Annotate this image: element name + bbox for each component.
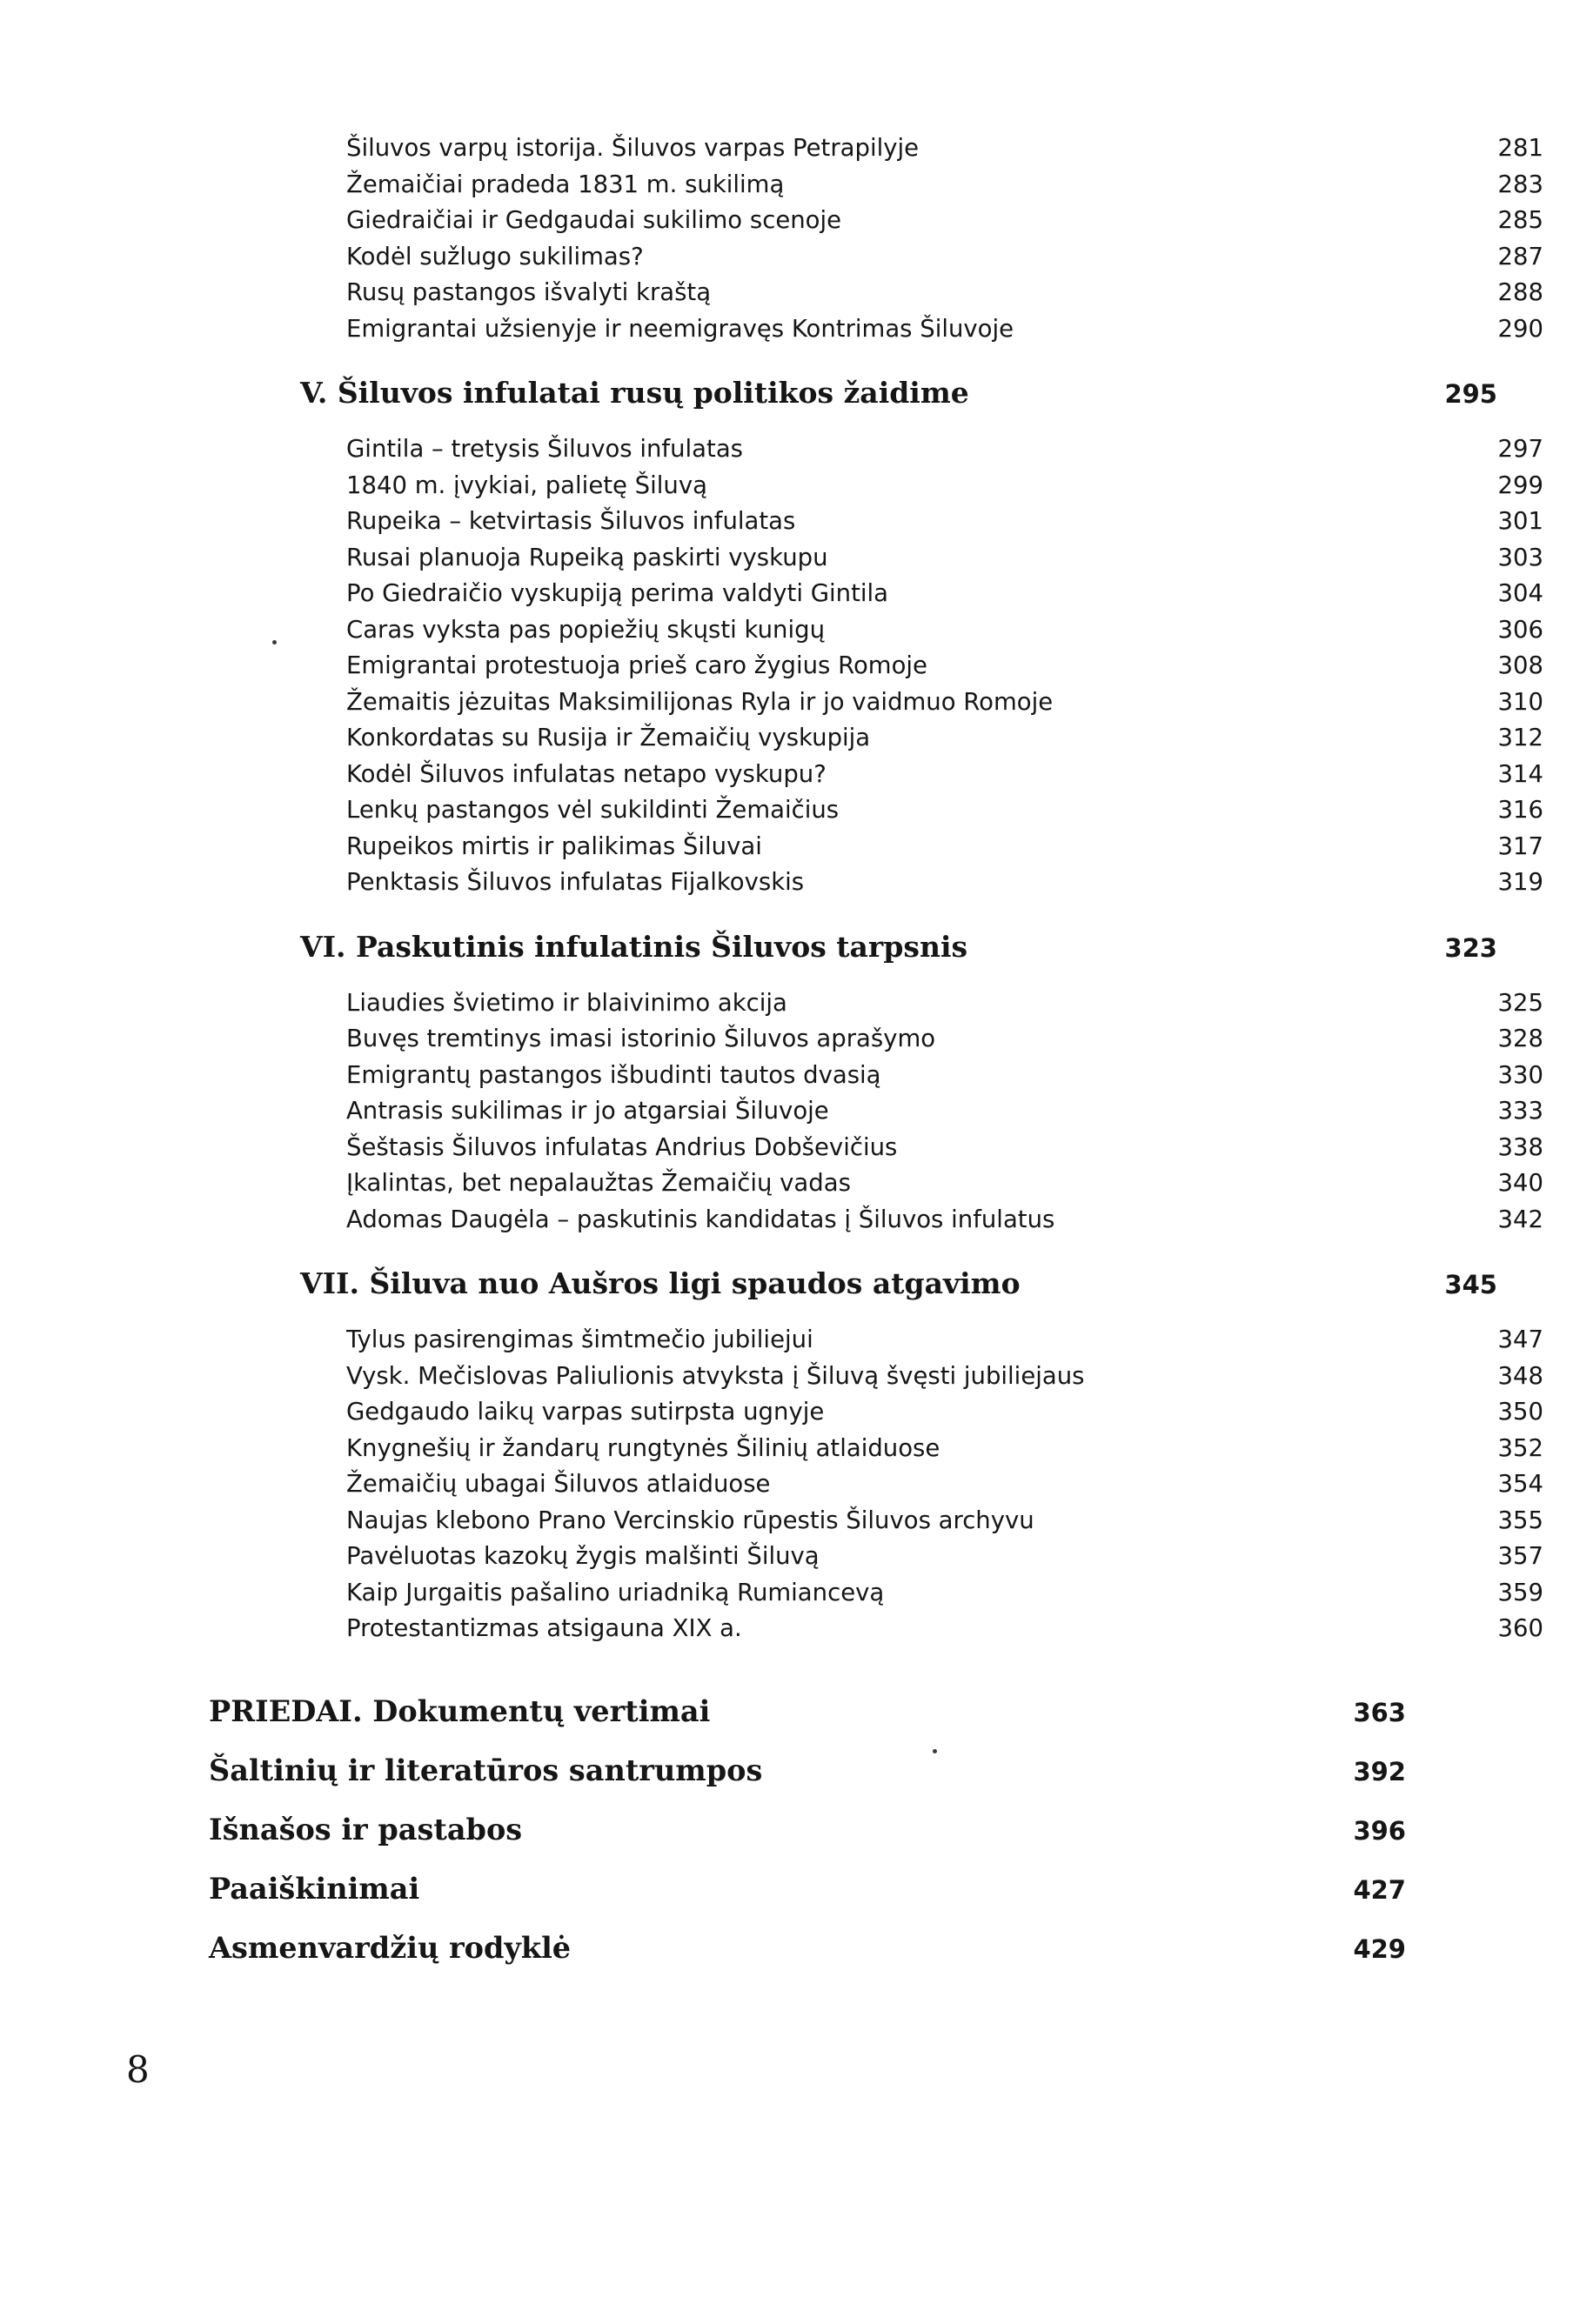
toc-entry-page: 287 — [1497, 242, 1543, 270]
toc-entry[interactable] — [209, 1466, 1543, 1503]
toc-entry-page: 297 — [1497, 435, 1543, 463]
toc-entry[interactable] — [209, 612, 1543, 649]
toc-section-title: VII. Šiluva nuo Aušros ligi spaudos atgavimo — [300, 1266, 1021, 1300]
toc-entry-page: 328 — [1497, 1025, 1543, 1052]
toc-entry-page: 319 — [1497, 868, 1543, 896]
toc-entry-page: 357 — [1497, 1542, 1543, 1570]
toc-backmatter-entry[interactable] — [209, 1929, 1406, 1968]
toc-entry[interactable] — [209, 829, 1543, 865]
toc-entry-page: 352 — [1497, 1433, 1543, 1462]
toc-backmatter-label: Paaiškinimai — [209, 1871, 420, 1906]
toc-entry-page: 281 — [1497, 134, 1543, 162]
toc-entry[interactable] — [209, 1322, 1543, 1359]
toc-entry[interactable] — [209, 648, 1543, 685]
toc-entry-label: Žemaičių ubagai Šiluvos atlaiduose — [346, 1470, 771, 1498]
toc-backmatter-entry[interactable] — [209, 1811, 1406, 1850]
toc-section — [209, 374, 1543, 901]
toc-section-heading[interactable] — [209, 1265, 1497, 1304]
toc-section — [209, 928, 1543, 1239]
toc-entry-label: Žemaitis jėzuitas Maksimilijonas Ryla ir jo vaidmuo Romoje — [346, 687, 1054, 716]
toc-entry-page: 355 — [1497, 1506, 1543, 1534]
toc-entry-page: 354 — [1497, 1470, 1543, 1498]
toc-backmatter-label: Asmenvardžių rodyklė — [209, 1930, 572, 1965]
toc-entry-label: Lenkų pastangos vėl sukildinti Žemaičius — [346, 796, 840, 824]
print-speck-left — [272, 640, 277, 644]
toc-backmatter-label: PRIEDAI. Dokumentų vertimai — [209, 1693, 711, 1728]
toc-entry[interactable] — [209, 1093, 1543, 1130]
toc-entry-page: 312 — [1497, 724, 1543, 751]
toc-entry-page: 304 — [1497, 579, 1543, 607]
toc-entry-page: 342 — [1497, 1205, 1543, 1233]
toc-entry[interactable] — [209, 431, 1543, 468]
toc-entry-label: Rusai planuoja Rupeiką paskirti vyskupu — [346, 543, 828, 571]
toc-entry-page: 303 — [1497, 543, 1543, 571]
toc-entry-label: 1840 m. įvykiai, palietę Šiluvą — [346, 471, 707, 499]
toc-entry[interactable] — [209, 203, 1543, 239]
toc-backmatter-label: Išnašos ir pastabos — [209, 1812, 523, 1847]
toc-entry-label: Naujas klebono Prano Vercinskio rūpestis Šiluvos archyvu — [346, 1506, 1034, 1534]
toc-entry[interactable] — [209, 1611, 1543, 1647]
toc-entry[interactable] — [209, 1021, 1543, 1058]
toc-entry-page: 347 — [1497, 1326, 1543, 1353]
toc-entry-page: 306 — [1497, 615, 1543, 644]
toc-backmatter-entry[interactable] — [209, 1870, 1406, 1909]
toc-entry-page: 340 — [1497, 1169, 1543, 1197]
toc-backmatter-entry[interactable] — [209, 1752, 1406, 1791]
toc-entry-label: Emigrantai protestuoja prieš caro žygius Romoje — [346, 651, 927, 679]
toc-entry-page: 285 — [1497, 206, 1543, 234]
toc-entry[interactable] — [209, 239, 1543, 276]
toc-entry[interactable] — [209, 1058, 1543, 1094]
toc-backmatter-entry[interactable] — [209, 1693, 1406, 1732]
toc-entry-page: 283 — [1497, 170, 1543, 198]
toc-entry[interactable] — [209, 504, 1543, 540]
toc-entry-label: Antrasis sukilimas ir jo atgarsiai Šiluvoje — [346, 1097, 829, 1125]
toc-entry-label: Tylus pasirengimas šimtmečio jubiliejui — [346, 1326, 813, 1353]
table-of-contents — [209, 130, 1543, 1968]
toc-entry[interactable] — [209, 792, 1543, 829]
toc-entry[interactable] — [209, 468, 1543, 504]
toc-entry-label: Gintila – tretysis Šiluvos infulatas — [346, 435, 743, 463]
toc-entry[interactable] — [209, 685, 1543, 721]
toc-entry-page: 301 — [1497, 507, 1543, 535]
print-speck-right — [933, 1749, 937, 1753]
toc-entry-label: Įkalintas, bet nepalaužtas Žemaičių vadas — [346, 1169, 851, 1197]
toc-section-page: 323 — [1444, 932, 1497, 963]
toc-entry-label: Penktasis Šiluvos infulatas Fijalkovskis — [346, 868, 805, 896]
toc-entry-label: Adomas Daugėla – paskutinis kandidatas į Šiluvos infulatus — [346, 1205, 1055, 1233]
toc-entry[interactable] — [209, 1431, 1543, 1467]
toc-backmatter-page: 429 — [1353, 1933, 1406, 1964]
toc-entry[interactable] — [209, 865, 1543, 901]
toc-entry-page: 359 — [1497, 1578, 1543, 1606]
toc-entry-label: Emigrantų pastangos išbudinti tautos dvasią — [346, 1060, 881, 1089]
toc-entry[interactable] — [209, 1539, 1543, 1575]
toc-entry-label: Pavėluotas kazokų žygis malšinti Šiluvą — [346, 1542, 820, 1570]
toc-entry[interactable] — [209, 540, 1543, 577]
toc-entry[interactable] — [209, 757, 1543, 793]
toc-entry-page: 350 — [1497, 1398, 1543, 1426]
toc-entry[interactable] — [209, 576, 1543, 612]
toc-entry-label: Konkordatas su Rusija ir Žemaičių vyskupija — [346, 724, 871, 751]
toc-backmatter-page: 427 — [1353, 1874, 1406, 1905]
toc-backmatter-page: 363 — [1353, 1697, 1406, 1727]
toc-entry-page: 316 — [1497, 796, 1543, 824]
toc-entry-group-continued — [209, 130, 1543, 347]
toc-entry-page: 338 — [1497, 1132, 1543, 1161]
toc-section — [209, 1265, 1543, 1647]
toc-entry-label: Liaudies švietimo ir blaivinimo akcija — [346, 988, 787, 1017]
toc-entry[interactable] — [209, 1130, 1543, 1166]
toc-entry-label: Šeštasis Šiluvos infulatas Andrius Dobševičius — [346, 1132, 898, 1161]
toc-entry-page: 288 — [1497, 278, 1543, 306]
toc-entry-label: Rupeikos mirtis ir palikimas Šiluvai — [346, 831, 762, 860]
toc-entry[interactable] — [209, 1359, 1543, 1395]
toc-entry-label: Vysk. Mečislovas Paliulionis atvyksta į Šiluvą švęsti jubiliejaus — [346, 1361, 1085, 1390]
toc-entry-label: Protestantizmas atsigauna XIX a. — [346, 1614, 742, 1642]
toc-entry-page: 325 — [1497, 988, 1543, 1017]
toc-entry-label: Knygnešių ir žandarų rungtynės Šilinių atlaiduose — [346, 1433, 940, 1462]
toc-entry[interactable] — [209, 167, 1543, 204]
toc-section-page: 345 — [1444, 1270, 1497, 1299]
toc-entry-label: Gedgaudo laikų varpas sutirpsta ugnyje — [346, 1398, 825, 1426]
toc-entry[interactable] — [209, 275, 1543, 311]
toc-section-group — [209, 374, 1543, 1647]
toc-entry-page: 299 — [1497, 471, 1543, 499]
toc-entry[interactable] — [209, 1165, 1543, 1202]
toc-entry[interactable] — [209, 130, 1543, 167]
toc-section-heading[interactable] — [209, 374, 1497, 413]
toc-entry-page: 333 — [1497, 1097, 1543, 1125]
toc-entry-label: Giedraičiai ir Gedgaudai sukilimo scenoje — [346, 206, 842, 234]
page-number-footer: 8 — [126, 2048, 150, 2091]
toc-entry[interactable] — [209, 985, 1543, 1022]
toc-entry[interactable] — [209, 311, 1543, 348]
toc-entry-label: Buvęs tremtinys imasi istorinio Šiluvos aprašymo — [346, 1025, 936, 1052]
toc-entry[interactable] — [209, 1394, 1543, 1431]
toc-entry-label: Rusų pastangos išvalyti kraštą — [346, 278, 712, 306]
toc-entry-label: Kaip Jurgaitis pašalino uriadniką Rumiancevą — [346, 1578, 885, 1606]
toc-back-matter-group — [209, 1693, 1406, 1968]
toc-backmatter-page: 392 — [1353, 1756, 1406, 1786]
toc-entry-page: 290 — [1497, 314, 1543, 343]
toc-entry-page: 330 — [1497, 1060, 1543, 1089]
toc-section-heading[interactable] — [209, 928, 1497, 967]
toc-entry-label: Žemaičiai pradeda 1831 m. sukilimą — [346, 170, 785, 198]
toc-entry-page: 317 — [1497, 831, 1543, 860]
toc-entry-label: Kodėl Šiluvos infulatas netapo vyskupu? — [346, 759, 827, 788]
toc-entry-page: 360 — [1497, 1614, 1543, 1642]
toc-entry-label: Po Giedraičio vyskupiją perima valdyti Gintila — [346, 579, 888, 607]
toc-entry[interactable] — [209, 1575, 1543, 1612]
toc-backmatter-label: Šaltinių ir literatūros santrumpos — [209, 1753, 763, 1787]
toc-entry-label: Emigrantai užsienyje ir neemigravęs Kontrimas Šiluvoje — [346, 314, 1014, 343]
toc-entry-label: Šiluvos varpų istorija. Šiluvos varpas Petrapilyje — [346, 134, 920, 162]
toc-entry[interactable] — [209, 1503, 1543, 1539]
toc-entry[interactable] — [209, 720, 1543, 757]
toc-entry-label: Rupeika – ketvirtasis Šiluvos infulatas — [346, 507, 796, 535]
toc-entry-page: 308 — [1497, 651, 1543, 679]
toc-entry-label: Kodėl sužlugo sukilimas? — [346, 242, 644, 270]
toc-section-title: VI. Paskutinis infulatinis Šiluvos tarpsnis — [300, 929, 968, 964]
toc-entry[interactable] — [209, 1202, 1543, 1239]
toc-entry-page: 310 — [1497, 687, 1543, 716]
toc-entry-label: Caras vyksta pas popiežių skųsti kunigų — [346, 615, 826, 644]
toc-section-page: 295 — [1444, 379, 1497, 409]
toc-backmatter-page: 396 — [1353, 1815, 1406, 1846]
toc-section-title: V. Šiluvos infulatai rusų politikos žaidime — [300, 376, 969, 410]
toc-entry-page: 314 — [1497, 759, 1543, 788]
toc-entry-page: 348 — [1497, 1361, 1543, 1390]
